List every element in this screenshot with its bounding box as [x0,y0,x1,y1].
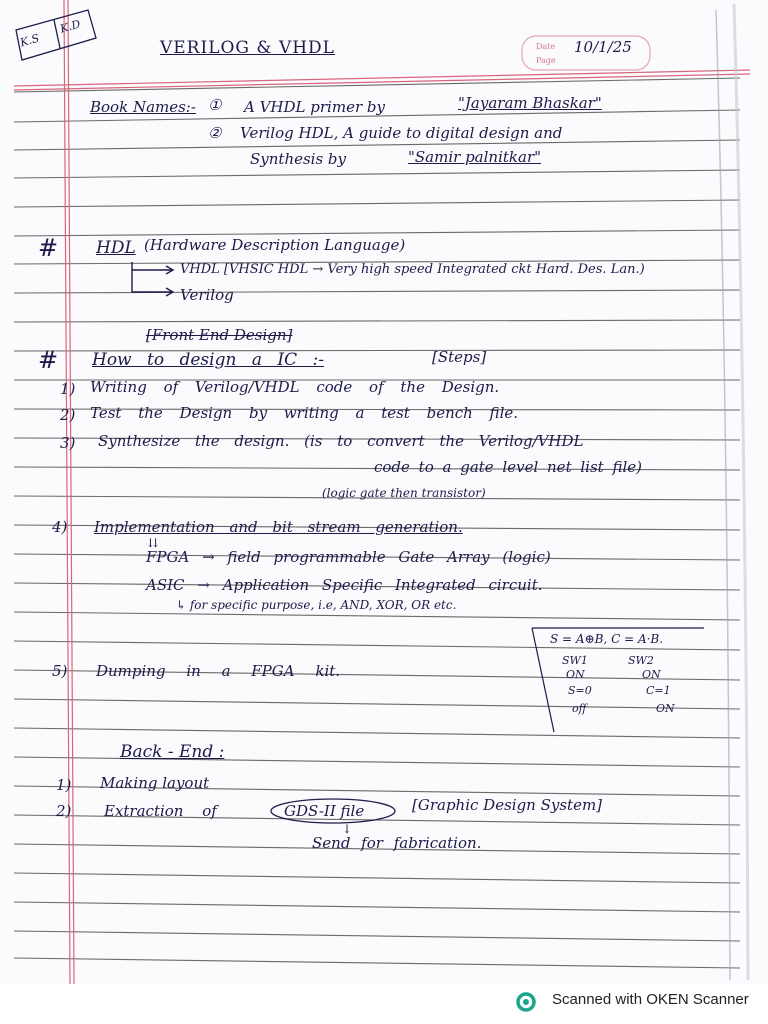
book-1-author: "Jayaram Bhaskar" [458,94,602,112]
initials-1: K.S [18,31,41,50]
back-end-step-1-number: 1) [56,776,72,794]
book-2-text: Verilog HDL, A guide to digital design and [240,124,563,142]
asic-note: ↳ for specific purpose, i.e, AND, XOR, OR etc. [176,598,457,612]
steps-label: [Steps] [432,348,487,366]
oken-scanner-logo-icon [516,992,536,1012]
step-5-number: 5) [52,662,68,680]
book-2-number: ② [208,124,222,142]
front-end-heading: How to design a IC :- [92,350,324,370]
step-1-number: 1) [60,380,76,398]
step-3-text-cont: code to a gate level net list file) [374,458,642,476]
hdl-title: HDL [96,238,136,258]
step-3-text: Synthesize the design. (is to convert the Verilog/VHDL [98,432,584,450]
side-note-c1: C=1 [646,684,671,697]
side-note-on-1: ON [566,668,585,681]
back-end-step-2-number: 2) [56,802,72,820]
scanner-watermark-text: Scanned with OKEN Scanner [552,991,749,1008]
side-note-on-3: ON [656,702,675,715]
hdl-verilog: Verilog [180,286,234,304]
gds-meaning: [Graphic Design System] [412,796,603,814]
send-for-fabrication: Send for fabrication. [312,834,482,852]
step-4-number: 4) [52,518,68,536]
front-end-hash: # [38,346,59,374]
fpga-definition: FPGA → field programmable Gate Array (logic) [146,548,551,566]
date-label: Date [536,42,556,51]
step-3-note: (logic gate then transistor) [322,486,486,500]
side-note-equations: S = A⊕B, C = A·B. [550,632,664,646]
hdl-branch-arrows [128,262,180,298]
side-note-on-2: ON [642,668,661,681]
hdl-vhdl-expansion: VHDL [VHSIC HDL → Very high speed Integrated ckt Hard. Des. Lan.) [180,262,645,277]
step-1-text: Writing of Verilog/VHDL code of the Design. [90,378,500,396]
side-note-s0: S=0 [568,684,592,697]
book-1-text: A VHDL primer by [244,98,385,116]
hdl-expansion: (Hardware Description Language) [144,236,406,254]
step-2-number: 2) [60,406,76,424]
hdl-hash: # [38,234,59,262]
fpga-arrow-mark: ⇊ [148,536,159,550]
step-5-text: Dumping in a FPGA kit. [96,662,341,680]
book-1-number: ① [208,96,222,114]
book-2-text-cont: Synthesis by [250,150,347,168]
gds-file: GDS-II file [284,802,365,820]
side-note-off: off [572,702,587,715]
book-2-author: "Samir palnitkar" [408,148,542,166]
page-label: Page [536,56,556,65]
asic-definition: ASIC → Application Specific Integrated circuit. [146,576,543,594]
front-end-label: [Front End Design] [146,326,293,344]
back-end-step-1-text: Making layout [100,774,210,792]
date-value: 10/1/25 [574,38,632,56]
side-note-sw2: SW2 [628,654,654,667]
back-end-heading: Back - End : [120,742,225,762]
book-names-label: Book Names:- [90,98,196,116]
initials-2: K.D [58,17,82,36]
step-4-text: Implementation and bit stream generation. [94,518,463,536]
step-2-text: Test the Design by writing a test bench file. [90,404,519,422]
back-end-step-2-text: Extraction of [104,802,217,820]
page-title: VERILOG & VHDL [160,38,335,58]
send-arrow-mark: ↓ [342,822,353,836]
side-note-sw1: SW1 [562,654,588,667]
step-3-number: 3) [60,434,76,452]
